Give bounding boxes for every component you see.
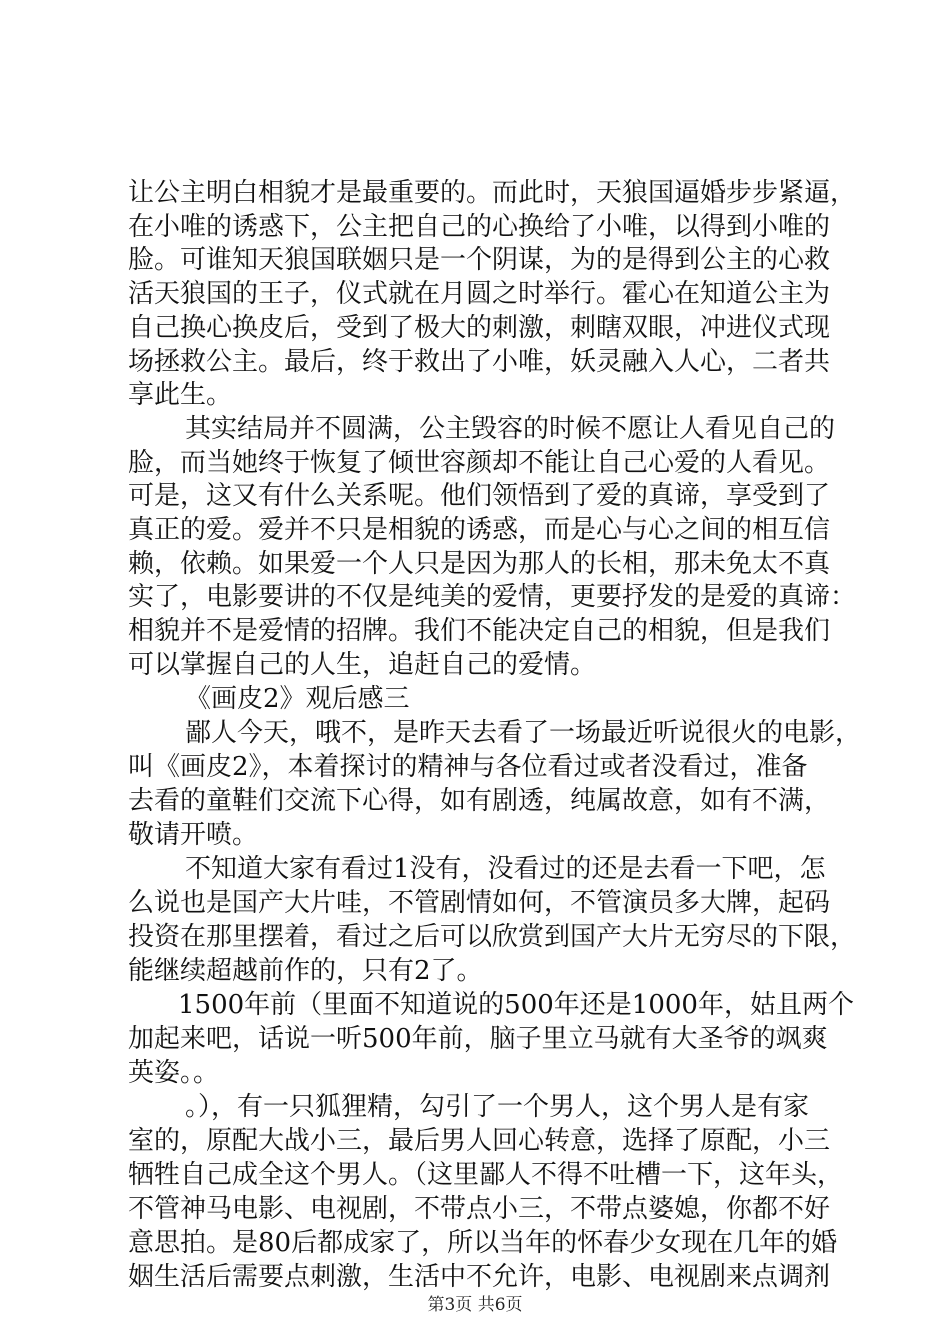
text-line: 实了，电影要讲的不仅是纯美的爱情，更要抒发的是爱的真谛： (128, 582, 857, 612)
text-line: 活天狼国的王子，仪式就在月圆之时举行。霍心在知道公主为 (128, 279, 831, 309)
paragraph-start-line: 鄙人今天，哦不，是昨天去看了一场最近听说很火的电影， (185, 718, 862, 748)
text-line: 敬请开喷。 (128, 820, 259, 850)
text-line: 自己换心换皮后，受到了极大的刺激，刺瞎双眼，冲进仪式现 (128, 313, 831, 343)
text-line: 享此生。 (128, 380, 233, 410)
text-line: 英姿。。 (128, 1058, 220, 1088)
text-line: 相貌并不是爱情的招牌。我们不能决定自己的相貌，但是我们 (128, 616, 831, 646)
page-number-footer: 第3页 共6页 (427, 1295, 523, 1315)
text-line: 叫《画皮2》，本着探讨的精神与各位看过或者没看过，准备 (128, 752, 808, 782)
text-line: 加起来吧，话说一听500年前，脑子里立马就有大圣爷的飒爽 (128, 1024, 828, 1054)
text-line: 脸，而当她终于恢复了倾世容颜却不能让自己心爱的人看见。 (128, 448, 831, 478)
text-line: 室的，原配大战小三，最后男人回心转意，选择了原配，小三 (128, 1126, 831, 1156)
text-line: 去看的童鞋们交流下心得，如有剧透，纯属故意，如有不满， (128, 786, 831, 816)
text-line: 姻生活后需要点刺激，生活中不允许，电影、电视剧来点调剂 (128, 1262, 831, 1292)
text-line: 不管神马电影、电视剧，不带点小三，不带点婆媳，你都不好 (128, 1194, 831, 1224)
paragraph-start-line: 不知道大家有看过1没有，没看过的还是去看一下吧，怎 (185, 854, 826, 884)
text-line: 让公主明白相貌才是最重要的。而此时，天狼国逼婚步步紧逼， (128, 178, 857, 208)
text-line: 可以掌握自己的人生，追赶自己的爱情。 (128, 650, 597, 680)
paragraph-start-line: 其实结局并不圆满，公主毁容的时候不愿让人看见自己的 (185, 414, 836, 444)
text-line: 真正的爱。爱并不只是相貌的诱惑，而是心与心之间的相互信 (128, 515, 831, 545)
text-line: 在小唯的诱惑下，公主把自己的心换给了小唯，以得到小唯的 (128, 212, 831, 242)
text-line: 牺牲自己成全这个男人。（这里鄙人不得不吐槽一下，这年头， (128, 1160, 844, 1190)
text-line: 意思拍。是80后都成家了，所以当年的怀春少女现在几年的婚 (128, 1228, 838, 1258)
text-line: 场拯救公主。最后，终于救出了小唯，妖灵融入人心，二者共 (128, 347, 831, 377)
paragraph-start-line: 。），有一只狐狸精，勾引了一个男人，这个男人是有家 (185, 1092, 810, 1122)
text-line: 能继续超越前作的，只有2了。 (128, 956, 483, 986)
text-line: 投资在那里摆着，看过之后可以欣赏到国产大片无穷尽的下限， (128, 922, 857, 952)
text-line: 么说也是国产大片哇，不管剧情如何，不管演员多大牌，起码 (128, 888, 831, 918)
text-line: 脸。可谁知天狼国联姻只是一个阴谋，为的是得到公主的心救 (128, 245, 831, 275)
text-line: 可是，这又有什么关系呢。他们领悟到了爱的真谛，享受到了 (128, 481, 831, 511)
section-heading: 《画皮2》观后感三 (185, 684, 410, 714)
paragraph-start-line: 1500年前（里面不知道说的500年还是1000年，姑且两个 (178, 990, 854, 1020)
text-line: 赖，依赖。如果爱一个人只是因为那人的长相，那未免太不真 (128, 549, 831, 579)
